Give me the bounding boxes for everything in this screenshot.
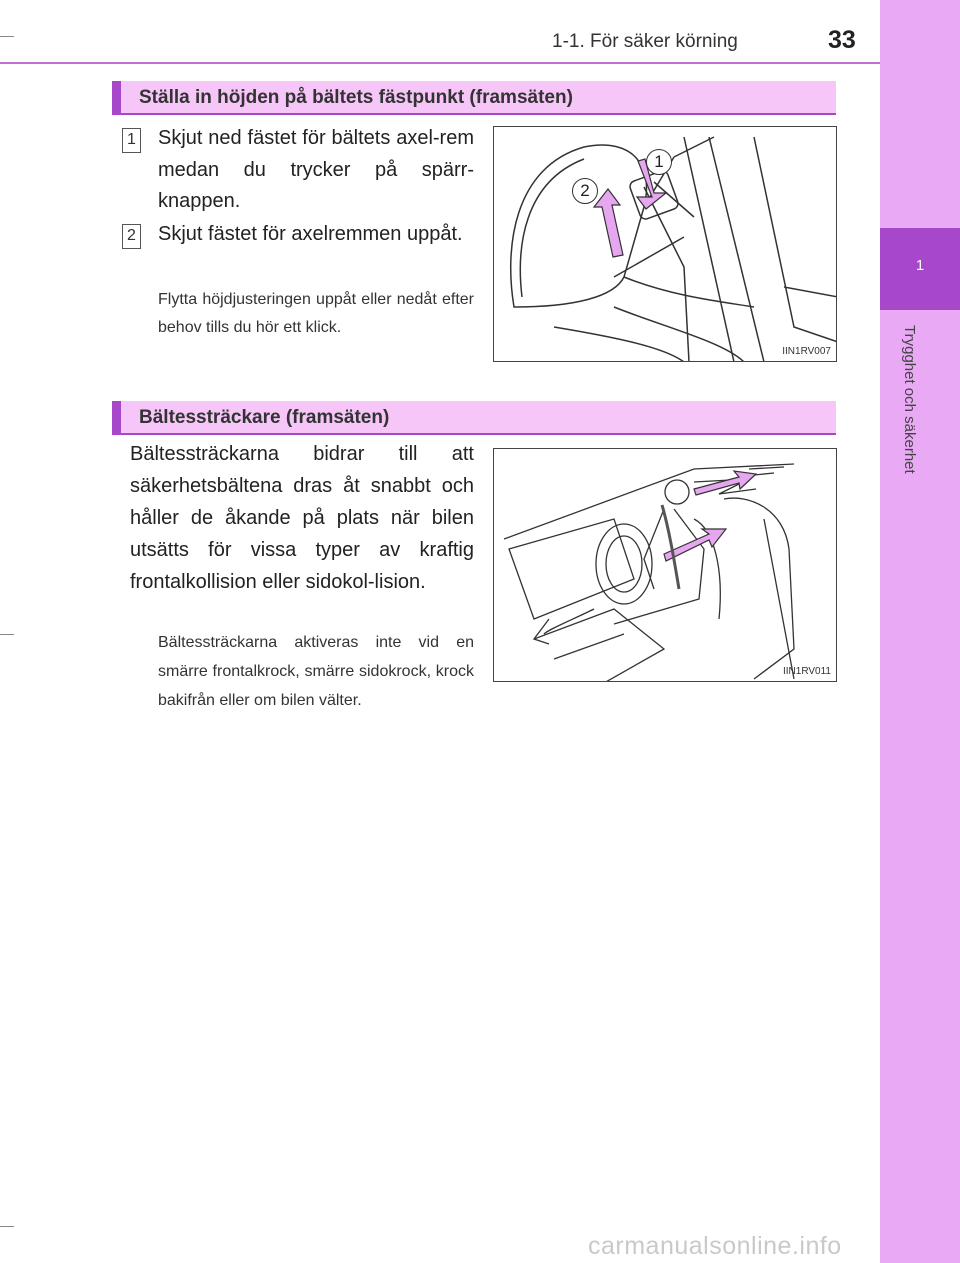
crop-mark xyxy=(0,36,14,37)
pretensioner-note: Bältessträckarna aktiveras inte vid en smärre frontalkrock, smärre sidokrock, krock bakifrån eller om bilen välter. xyxy=(158,634,474,709)
pretensioner-illustration xyxy=(493,448,837,682)
illustration-callout: 1 xyxy=(646,149,672,175)
chapter-title: 1-1. För säker körning xyxy=(552,31,738,52)
section-title: Ställa in höjden på bältets fästpunkt (framsäten) xyxy=(139,87,573,108)
header-rule xyxy=(0,62,880,64)
step-1-text: Skjut ned fästet för bältets axel-rem medan du trycker på spärr-knappen. xyxy=(158,127,474,212)
crop-mark xyxy=(0,634,14,635)
chapter-side-tab xyxy=(880,0,960,1263)
step-note: Flytta höjdjusteringen uppåt eller nedåt efter behov tills du hör ett klick. xyxy=(158,291,474,336)
page-number: 33 xyxy=(828,26,856,54)
chapter-label: Trygghet och säkerhet xyxy=(901,325,918,474)
illustration-callout: 2 xyxy=(572,178,598,204)
section-header xyxy=(112,401,836,435)
watermark: carmanualsonline.info xyxy=(588,1232,842,1260)
step-number-badge: 1 xyxy=(122,128,141,153)
pretensioner-description: Bältessträckarna bidrar till att säkerhetsbältena dras åt snabbt och håller de åkande på plats när bilen utsätts för vissa typer av kraftig frontalkollision eller sidokol-lision. xyxy=(130,443,474,593)
crop-mark xyxy=(0,1226,14,1227)
section-header xyxy=(112,81,836,115)
illustration-code: IIN1RV007 xyxy=(782,346,831,357)
seatbelt-anchor-illustration xyxy=(493,126,837,362)
illustration-code: IIN1RV011 xyxy=(783,666,831,677)
section-title: Bältessträckare (framsäten) xyxy=(139,407,390,428)
pretensioner-drawing xyxy=(494,449,837,682)
step-number-badge: 2 xyxy=(122,224,141,249)
step-2-text: Skjut fästet för axelremmen uppåt. xyxy=(158,223,463,245)
chapter-number: 1 xyxy=(915,257,925,274)
